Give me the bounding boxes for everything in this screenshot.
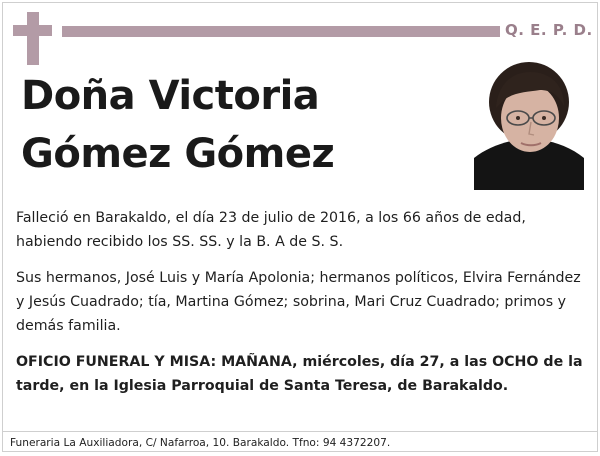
funeral-home-footer: Funeraria La Auxiliadora, C/ Nafarroa, 10. Barakaldo. Tfno: 94 4372207. (10, 437, 391, 449)
family-paragraph: Sus hermanos, José Luis y María Apolonia; hermanos políticos, Elvira Fernández y Jesús Cuadrado; tía, Martina Gómez; sobrina, Mari Cruz Cuadrado; primos y demás familia. (16, 270, 581, 334)
deceased-name (21, 67, 334, 183)
funeral-service-paragraph: OFICIO FUNERAL Y MISA: MAÑANA, miércoles, día 27, a las OCHO de la tarde, en la Iglesia Parroquial de Santa Teresa, de Barakaldo. (16, 354, 583, 394)
death-notice-paragraph: Falleció en Barakaldo, el día 23 de julio de 2016, a los 66 años de edad, habiendo recibido los SS. SS. y la B. A de S. S. (16, 210, 526, 250)
portrait-photo (474, 60, 584, 190)
qepd-badge: Q. E. P. D. (505, 21, 593, 39)
obituary-card (2, 2, 598, 452)
cross-icon-horizontal (13, 25, 52, 36)
footer-divider (3, 431, 597, 432)
header-rule (62, 26, 500, 37)
name-line-2: Gómez Gómez (21, 131, 335, 177)
portrait-icon (474, 60, 584, 190)
cross-icon-vertical (27, 12, 39, 65)
obituary-body (16, 206, 586, 410)
name-line-1: Doña Victoria (21, 73, 320, 119)
